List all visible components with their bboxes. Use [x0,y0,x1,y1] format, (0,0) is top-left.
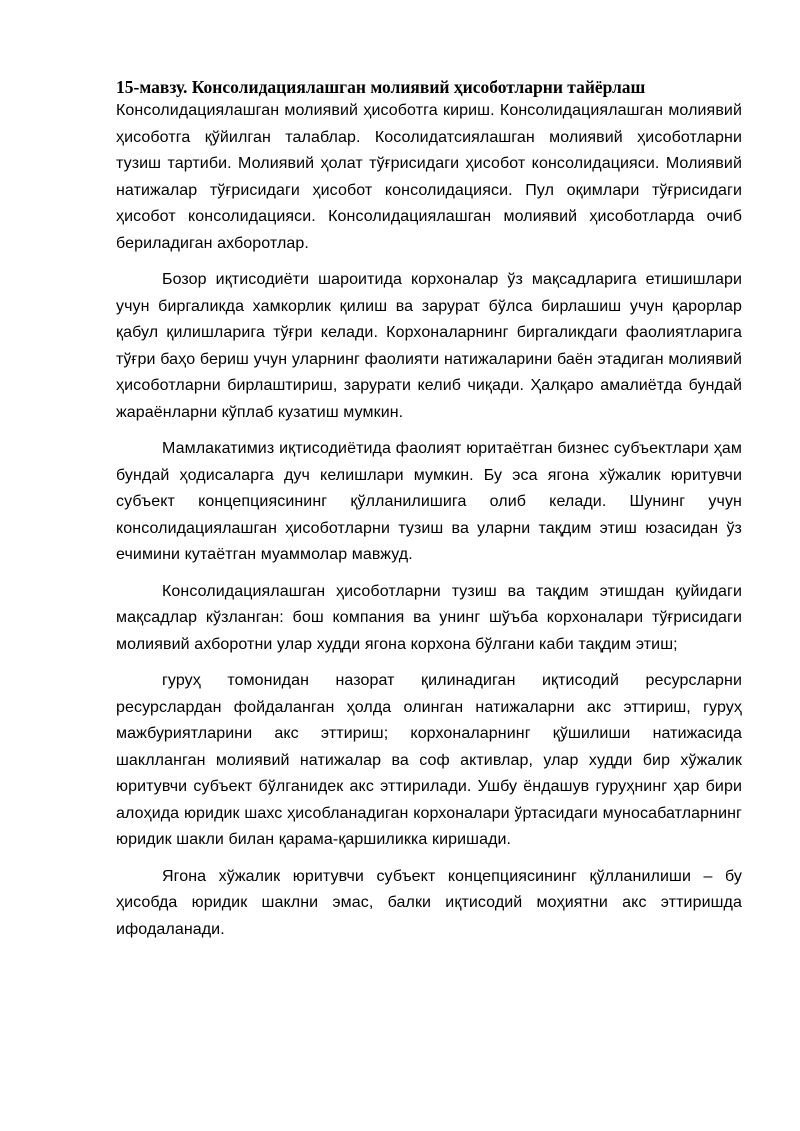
document-page [116,76,742,953]
paragraph-group-resources: гуруҳ томонидан назорат қилинадиган иқтисодий ресурсларни ресурслардан фойдаланган ҳолда олинган натижаларни акс эттириш, гуруҳ мажбуриятларини акс эттириш; корхоналарнинг қўшилиши натижасида шаклланган молиявий натижалар ва соф активлар, улар худди бир хўжалик юритувчи субъект бўлганидек акс эттирилади. Ушбу ёндашув гуруҳнинг ҳар бири алоҳида юридик шахс ҳисобланадиган корхоналари ўртасидаги муносабатларнинг юридик шакли билан қарама-қаршиликка киришади. [116,672,742,848]
paragraph-market-economy: Бозор иқтисодиёти шароитида корхоналар ўз мақсадларига етишишлари учун биргаликда хамкорлик қилиш ва зарурат бўлса бирлашиш учун қарорлар қабул қилишларига тўғри келади. Корхоналарнинг биргаликдаги фаолиятларига тўғри баҳо бериш учун уларнинг фаолияти натижаларини баён этадиган молиявий ҳисоботларни бирлаштириш, зарурати келиб чиқади. Ҳалқаро амалиётда бундай жараёнларни кўплаб кузатиш мумкин. [116,271,742,421]
paragraph-objectives: Консолидациялашган ҳисоботларни тузиш ва тақдим этишдан қуйидаги мақсадлар кўзланган: бош компания ва унинг шўъба корхоналари тўғрисидаги молиявий ахборотни улар худди ягона корхона бўлгани каби тақдим этиш; [116,582,742,653]
document-title: 15-мавзу. Консолидациялашган молиявий ҳисоботларни тайёрлаш [116,77,646,97]
paragraph-domestic-economy: Мамлакатимиз иқтисодиётида фаолият юритаётган бизнес субъектлари ҳам бундай ҳодисаларга дуч келишлари мумкин. Бу эса ягона хўжалик юритувчи субъект концепциясининг қўлланилишига олиб келади. Шунинг учун консолидациялашган ҳисоботларни тузиш ва уларни тақдим этиш юзасидан ўз ечимини кутаётган муаммолар мавжуд. [116,440,742,563]
paragraph-single-entity-concept: Ягона хўжалик юритувчи субъект концепциясининг қўлланилиши – бу ҳисобда юридик шаклни эмас, балки иқтисодий моҳиятни акс эттиришда ифодаланади. [116,867,742,938]
paragraph-intro: Консолидациялашган молиявий ҳисоботга кириш. Консолидациялашган молиявий ҳисоботга қўйилган талаблар. Косолидатсиялашган молиявий ҳисоботларни тузиш тартиби. Молиявий ҳолат тўғрисидаги ҳисобот консолидацияси. Молиявий натижалар тўғрисидаги ҳисобот консолидацияси. Пул оқимлари тўғрисидаги ҳисобот консолидацияси. Консолидациялашган молиявий ҳисоботларда очиб бериладиган ахборотлар. [116,102,742,252]
